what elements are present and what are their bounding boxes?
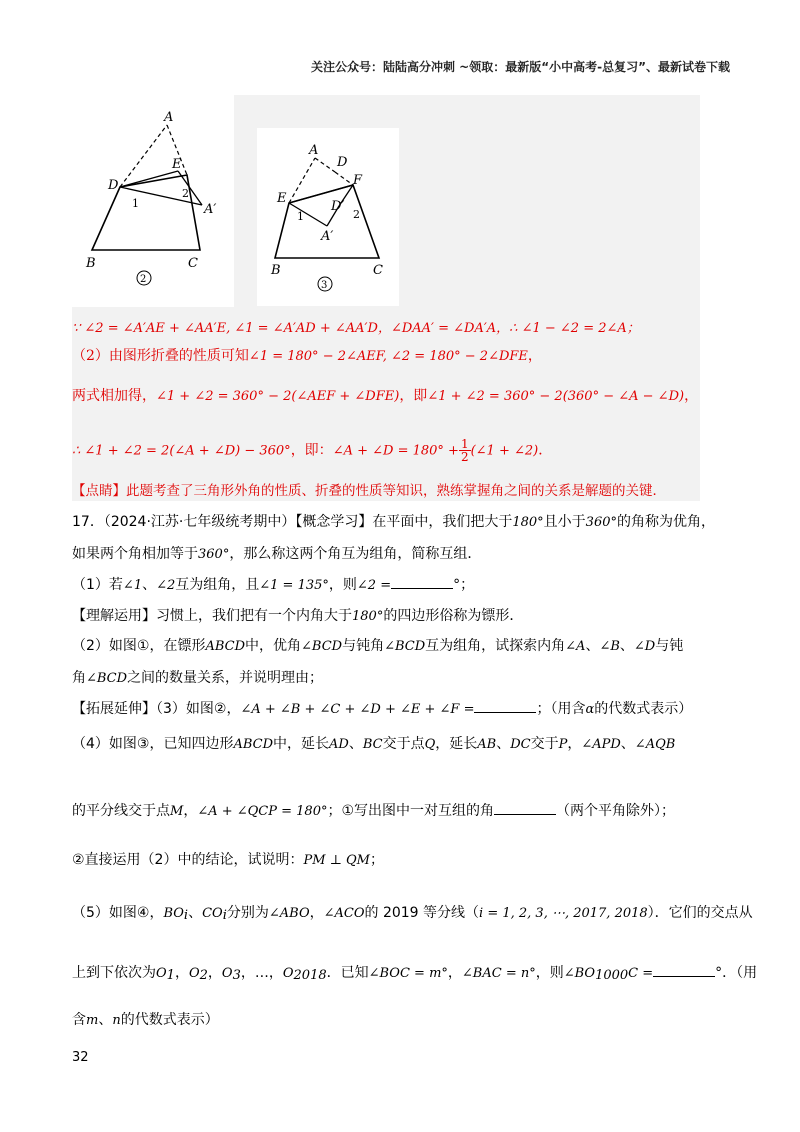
q3-a: 【拓展延伸】（3）如图②， xyxy=(72,701,241,717)
q2-l: ∠D xyxy=(633,639,656,654)
fig2-label-b: B xyxy=(86,256,96,271)
q5-f: ∠ABO xyxy=(268,906,310,921)
q2-e: 与钝角 xyxy=(342,638,385,654)
q1-c: 、 xyxy=(142,577,157,593)
q5n-hs: 2018 xyxy=(293,968,327,983)
p17-line-2 xyxy=(72,544,481,565)
sol-l3-e: ， xyxy=(684,388,699,404)
p17-f: 如果两个角相加等于 xyxy=(72,546,198,562)
apply-line xyxy=(72,606,523,627)
fig3-label-a: A xyxy=(309,143,319,158)
sol-l4-d: (∠1 + ∠2) xyxy=(470,443,539,459)
sol-l1-b: ，∠DAA′ = ∠DA′A，∴ ∠1 − ∠2 = 2∠A； xyxy=(377,321,640,336)
q5-b: BO xyxy=(163,906,184,921)
fig3-label-a-prime: A′ xyxy=(321,229,334,244)
q2-i: 、 xyxy=(585,638,600,654)
q5n-i: ．已知 xyxy=(326,965,369,981)
q5-j: i = 1, 2, 3, ⋯, 2017, 2018 xyxy=(479,906,648,921)
q5n-ns: 1000 xyxy=(595,968,629,983)
q4-q: 、 xyxy=(620,736,635,752)
q5n-n: ∠BO xyxy=(563,966,596,981)
figure-3-svg xyxy=(257,128,399,306)
q5n-g: ，…， xyxy=(240,965,283,981)
apply-b: 180° xyxy=(352,609,384,624)
q5t-d: n xyxy=(112,1013,121,1028)
fig3-dashed-top xyxy=(315,158,335,172)
q2-k: 、 xyxy=(619,638,634,654)
fig3-label-d-prime: D′ xyxy=(331,199,345,214)
fig2-label-a: A xyxy=(164,110,174,125)
fig3-trapezoid xyxy=(275,185,379,258)
q1-h: ∠2 = xyxy=(356,578,392,593)
q5-ds: i xyxy=(222,908,227,923)
q4-m: 交于 xyxy=(530,736,559,752)
figure-3 xyxy=(257,128,399,306)
q5t-e: 的代数式表示） xyxy=(120,1012,219,1028)
q2-b: ABCD xyxy=(205,639,246,654)
sol-l2-a: （2）由图形折叠的性质可知 xyxy=(72,348,249,364)
q4s-e: ；①写出图中一对互组的角 xyxy=(327,803,495,819)
q4-c: 中，延长 xyxy=(273,736,330,752)
p17-line-1 xyxy=(72,512,715,533)
fig2-dashed-left xyxy=(120,125,167,187)
sol-l3-d: ∠1 + ∠2 = 360° − 2(360° − ∠A − ∠D) xyxy=(427,389,685,404)
fig2-label-1: 1 xyxy=(132,197,139,210)
figure-2-svg xyxy=(72,95,234,307)
q5-k: ）．它们的交点从 xyxy=(647,905,753,921)
page-number: 32 xyxy=(72,1050,89,1065)
q4-answer-blank[interactable] xyxy=(494,800,556,815)
q5n-j: ∠BOC = m° xyxy=(368,966,448,981)
q4-d: AD xyxy=(329,737,349,752)
sol-l2-c: ， xyxy=(527,348,542,364)
solution-line-4 xyxy=(72,438,552,463)
fig3-label-2: 2 xyxy=(353,208,360,221)
q3-line xyxy=(72,698,692,720)
q5t-c: 、 xyxy=(98,1012,113,1028)
q4t-c: ； xyxy=(370,852,384,868)
q5-i: 的 2019 等分线（ xyxy=(364,905,480,921)
q4s-d: ∠A + ∠QCP = 180° xyxy=(197,804,328,819)
q5-e: 分别为 xyxy=(226,905,269,921)
q2-d: ∠BCD xyxy=(301,639,343,654)
q5n-p: °．（用 xyxy=(715,965,758,981)
q3-e: 的代数式表示） xyxy=(594,701,693,717)
q5n-a: 上到下依次为 xyxy=(72,965,156,981)
sol-l4-fraction xyxy=(459,438,471,463)
q5n-m: ，则 xyxy=(535,965,564,981)
q5n-d: O xyxy=(188,966,200,981)
q4-p: ∠APD xyxy=(581,737,621,752)
q1-e: 互为组角，且 xyxy=(175,577,260,593)
fig2-label-c: C xyxy=(188,256,198,271)
q5n-f: O xyxy=(221,966,233,981)
q4-j: AB xyxy=(477,737,497,752)
q3-b: ∠A + ∠B + ∠C + ∠D + ∠E + ∠F = xyxy=(240,702,475,717)
fig3-label-1: 1 xyxy=(297,210,304,223)
q5-g: ， xyxy=(309,905,324,921)
fig2-label-e: E xyxy=(172,157,182,172)
page-header: 关注公众号：陆陆高分冲刺 ~领取：最新版“小中高考-总复习”、最新试卷下载 xyxy=(311,60,730,74)
fig3-label-f: F xyxy=(353,173,363,188)
q5n-c: ， xyxy=(174,965,189,981)
apply-a: 【理解运用】习惯上，我们把有一个内角大于 xyxy=(72,608,352,624)
q1-d: ∠2 xyxy=(156,578,176,593)
q4-o: ， xyxy=(567,736,582,752)
q2-m: 与钝 xyxy=(655,638,684,654)
solution-line-2 xyxy=(72,346,542,367)
q4-b: ABCD xyxy=(233,737,274,752)
sol-l2-b: ∠1 = 180° − 2∠AEF, ∠2 = 180° − 2∠DFE xyxy=(248,349,528,364)
solution-comment: 【点睛】此题考查了三角形外角的性质、折叠的性质等知识，熟练掌握角之间的关系是解题的关键． xyxy=(72,483,666,499)
q2n-a: 角 xyxy=(72,670,86,686)
fig3-label-d: D xyxy=(337,155,348,170)
q5n-bs: 1 xyxy=(166,968,175,983)
q5-line-1 xyxy=(72,903,753,926)
q2n-b: ∠BCD xyxy=(86,671,128,686)
p17-a: 17．（2024·江苏·七年级统考期中）【概念学习】在平面中，我们把大于 xyxy=(72,514,513,530)
sol-l4-a: ∴ ∠1 + ∠2 = 2(∠A + ∠D) − 360° xyxy=(72,443,291,459)
q2-j: ∠B xyxy=(599,639,620,654)
q5n-l: ∠BAC = n° xyxy=(461,966,536,981)
q4t-a: ②直接运用（2）中的结论，试说明： xyxy=(72,852,304,868)
p17-c: 且小于 xyxy=(543,514,586,530)
q5-answer-blank[interactable] xyxy=(653,962,715,977)
fig3-label-e: E xyxy=(277,191,287,206)
fig2-label-2: 2 xyxy=(182,187,189,200)
q4-r: ∠AQB xyxy=(634,737,676,752)
q5n-fs: 3 xyxy=(232,968,241,983)
apply-c: 的四边形俗称为镖形． xyxy=(383,608,524,624)
q5n-e: ， xyxy=(207,965,222,981)
q3-c: ；（用含 xyxy=(536,701,586,717)
q1-f: ∠1 = 135° xyxy=(259,578,329,593)
q5-h: ∠ACO xyxy=(323,906,365,921)
p17-h: ，那么称这两个角互为组角，简称互组． xyxy=(229,546,482,562)
q5-line-3 xyxy=(72,1010,219,1031)
q4-line-2 xyxy=(72,800,675,822)
solution-line-1 xyxy=(72,318,640,339)
fig3-caption: 3 xyxy=(321,280,328,291)
q4s-a: 的平分线交于点 xyxy=(72,803,170,819)
q2-line-2 xyxy=(72,668,323,689)
q2-g: 互为组角，试探索内角 xyxy=(425,638,566,654)
q4s-f: （两个平角除外）； xyxy=(556,803,676,819)
q4-e: 、 xyxy=(348,736,363,752)
q1-b: ∠1 xyxy=(122,578,143,593)
q5n-k: ， xyxy=(447,965,462,981)
q5n-h: O xyxy=(282,966,294,981)
q5n-o: C = xyxy=(628,966,654,981)
p17-e: 的角称为优角， xyxy=(617,514,715,530)
fig2-label-d: D xyxy=(108,178,119,193)
q5-a: （5）如图④， xyxy=(72,905,164,921)
q4-f: BC xyxy=(362,737,383,752)
q4-a: （4）如图③，已知四边形 xyxy=(72,736,234,752)
q5-bs: i xyxy=(183,908,189,923)
sol-l3-c: ，即 xyxy=(399,388,428,404)
q4-k: 、 xyxy=(496,736,511,752)
q4-h: Q xyxy=(424,737,436,752)
figure-2 xyxy=(72,95,234,307)
q2-f: ∠BCD xyxy=(384,639,426,654)
sol-l3-a: 两式相加得， xyxy=(72,388,156,404)
q3-d: α xyxy=(585,702,595,717)
q1-a: （1）若 xyxy=(72,577,123,593)
sol-l3-b: ∠1 + ∠2 = 360° − 2(∠AEF + ∠DFE) xyxy=(156,389,400,404)
sol-l4-b: ，即： xyxy=(290,442,333,459)
q1-g: ，则 xyxy=(328,577,357,593)
q4-l: DC xyxy=(510,737,531,752)
p17-b: 180° xyxy=(512,515,544,530)
q2-c: 中，优角 xyxy=(245,638,302,654)
fig3-label-c: C xyxy=(373,263,383,278)
fig2-fold-de xyxy=(120,171,178,187)
fig2-caption: 2 xyxy=(140,274,147,285)
q5n-b: O xyxy=(156,966,167,981)
p17-d: 360° xyxy=(585,515,617,530)
q4-i: ，延长 xyxy=(435,736,478,752)
sol-l4-c: ∠A + ∠D = 180° + xyxy=(332,443,459,459)
q1-i: °； xyxy=(453,577,475,593)
q3-answer-blank[interactable] xyxy=(474,698,536,713)
q1-answer-blank[interactable] xyxy=(391,574,453,589)
fig3-dashed-df xyxy=(335,172,353,185)
sol-l4-num: 1 xyxy=(460,437,469,451)
q5t-a: 含 xyxy=(72,1012,86,1028)
q5t-b: m xyxy=(86,1013,99,1028)
q5n-ds: 2 xyxy=(199,968,208,983)
q5-d: CO xyxy=(202,906,223,921)
sol-l1-a: ∵ ∠2 = ∠A′AE + ∠AA′E, ∠1 = ∠A′AD + ∠AA′D xyxy=(72,321,378,336)
q1-line xyxy=(72,574,474,596)
p17-g: 360° xyxy=(198,547,230,562)
solution-line-3 xyxy=(72,386,698,407)
fig2-label-a-prime: A′ xyxy=(204,202,217,217)
q4t-b: PM ⊥ QM xyxy=(303,853,370,868)
q2-h: ∠A xyxy=(565,639,586,654)
sol-l4-den: 2 xyxy=(460,450,469,464)
sol-l4-e: ． xyxy=(538,442,553,459)
q5-line-2 xyxy=(72,962,757,986)
q4-line-1 xyxy=(72,734,675,755)
q4-line-3 xyxy=(72,850,384,871)
fig3-label-b: B xyxy=(271,263,281,278)
fig3-fold-ea xyxy=(289,203,327,226)
q4s-b: M xyxy=(170,804,184,819)
q2-a: （2）如图①，在镖形 xyxy=(72,638,206,654)
q5-c: 、 xyxy=(188,905,203,921)
q4-n: P xyxy=(558,737,568,752)
q2n-c: 之间的数量关系，并说明理由； xyxy=(127,670,324,686)
q2-line-1 xyxy=(72,636,683,657)
q4s-c: ， xyxy=(183,803,198,819)
q4-g: 交于点 xyxy=(382,736,425,752)
